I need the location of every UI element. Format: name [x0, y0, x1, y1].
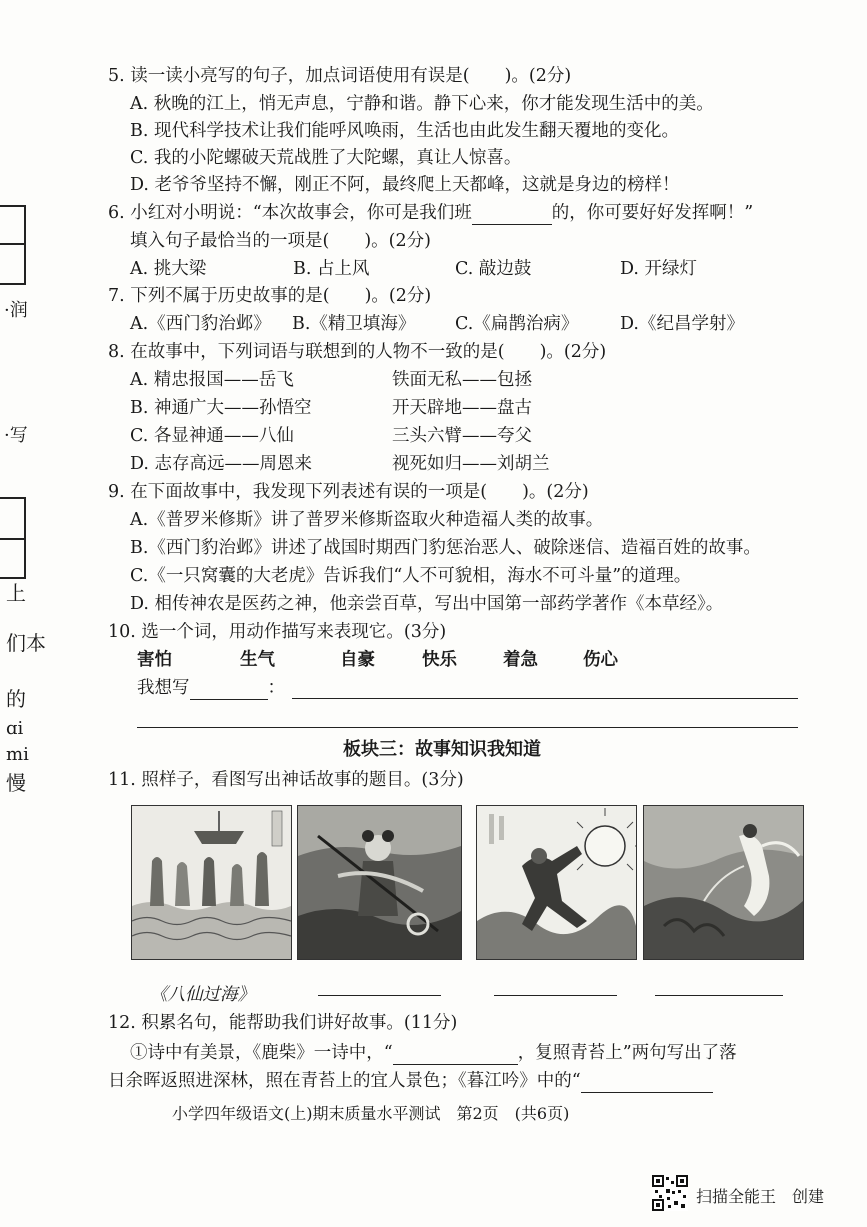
q9-option-c: C.《一只窝囊的大老虎》告诉我们“人不可貌相，海水不可斗量”的道理。	[130, 566, 692, 586]
q11-answer-blank[interactable]	[655, 995, 783, 996]
q12-line1-part1: ①诗中有美景，《鹿柴》一诗中，“	[130, 1043, 393, 1063]
margin-label: ·写	[4, 425, 28, 446]
q11-answer-blank[interactable]	[318, 995, 441, 996]
q12-line1-part2: ，复照青苔上”两句写出了落	[517, 1043, 737, 1063]
q9-option-a: A.《普罗米修斯》讲了普罗米修斯盗取火种造福人类的故事。	[130, 510, 604, 530]
q11-example-title: 《八仙过海》	[150, 985, 255, 1005]
q5-option-b: B. 现代科学技术让我们能呼风唤雨，生活也由此发生翻天覆地的变化。	[130, 121, 679, 141]
q6-answer-blank[interactable]	[472, 204, 552, 225]
q9-option-b: B.《西门豹治邺》讲述了战国时期西门豹惩治恶人、破除迷信、造福百姓的故事。	[130, 538, 761, 558]
section-title: 板块三：故事知识我知道	[343, 739, 541, 760]
q10-word: 伤心	[583, 650, 618, 670]
margin-label: 的	[6, 687, 26, 711]
margin-tick	[0, 497, 26, 499]
scanner-watermark: 扫描全能王 创建	[696, 1187, 825, 1206]
q11-answer-blank[interactable]	[494, 995, 617, 996]
change-image	[643, 805, 804, 960]
margin-line	[24, 497, 26, 577]
q10-word: 着急	[503, 650, 538, 670]
q7-option-b: B.《精卫填海》	[292, 314, 416, 334]
margin-tick	[0, 205, 26, 207]
q7-option-d: D.《纪昌学射》	[620, 314, 744, 334]
margin-tick	[0, 577, 26, 579]
q5-option-c: C. 我的小陀螺破天荒战胜了大陀螺，真让人惊喜。	[130, 148, 522, 168]
q6-option-d: D. 开绿灯	[620, 259, 698, 279]
q8-stem: 8. 在故事中，下列词语与联想到的人物不一致的是( )。(2分)	[108, 342, 607, 362]
eight-immortals-image	[131, 805, 292, 960]
q10-word: 害怕	[137, 650, 172, 670]
margin-label: mi	[6, 744, 29, 765]
q10-word: 生气	[240, 650, 275, 670]
q12-poem-blank[interactable]	[581, 1072, 713, 1093]
q7-option-a: A.《西门豹治邺》	[130, 314, 271, 334]
kuafu-image	[476, 805, 637, 960]
nezha-image	[297, 805, 462, 960]
q10-stem: 10. 选一个词，用动作描写来表现它。(3分)	[108, 622, 447, 642]
q7-option-c: C.《扁鹊治病》	[455, 314, 579, 334]
q12-poem-blank[interactable]	[393, 1044, 518, 1065]
q12-line2-text: 日余晖返照进深林，照在青苔上的宜人景色；《暮江吟》中的“	[108, 1071, 581, 1091]
q6-option-c: C. 敲边鼓	[455, 259, 532, 279]
q8-row-d-left: D. 志存高远——周恩来	[130, 454, 313, 474]
margin-label: 们本	[6, 631, 46, 655]
q8-row-a-left: A. 精忠报国——岳飞	[130, 370, 294, 390]
q6-stem	[108, 201, 753, 225]
q10-answer-line[interactable]	[292, 698, 798, 699]
q6-instruction: 填入句子最恰当的一项是( )。(2分)	[130, 231, 431, 251]
q5-option-a: A. 秋晚的江上，悄无声息，宁静和谐。静下心来，你才能发现生活中的美。	[130, 94, 714, 114]
q6-stem-part1: 6. 小红对小明说：“本次故事会，你可是我们班	[108, 203, 472, 223]
q10-word-blank[interactable]	[190, 679, 268, 700]
margin-label: ·润	[4, 300, 28, 321]
margin-tick	[0, 243, 26, 245]
margin-label: 上	[6, 581, 26, 605]
q8-row-b-left: B. 神通广大——孙悟空	[130, 398, 312, 418]
q12-line1	[130, 1041, 737, 1065]
margin-label: 慢	[6, 771, 26, 795]
q10-prompt-label: 我想写	[137, 678, 190, 698]
q6-option-a: A. 挑大梁	[130, 259, 207, 279]
q10-colon: ：	[267, 678, 285, 698]
q6-stem-part2: 的，你可要好好发挥啊！”	[551, 203, 754, 223]
q5-stem: 5. 读一读小亮写的句子，加点词语使用有误是( )。(2分)	[108, 66, 572, 86]
q9-stem: 9. 在下面故事中，我发现下列表述有误的一项是( )。(2分)	[108, 482, 589, 502]
q12-line2	[108, 1069, 713, 1093]
page-footer: 小学四年级语文(上)期末质量水平测试 第2页 (共6页)	[172, 1104, 570, 1123]
q10-word: 自豪	[340, 650, 375, 670]
q8-row-c-left: C. 各显神通——八仙	[130, 426, 294, 446]
margin-label: ɑi	[6, 718, 24, 739]
q9-option-d: D. 相传神农是医药之神，他亲尝百草，写出中国第一部药学著作《本草经》。	[130, 594, 724, 614]
q10-answer-line[interactable]	[137, 727, 798, 728]
qr-code-icon	[652, 1175, 688, 1211]
q8-row-d-right: 视死如归——刘胡兰	[392, 454, 550, 474]
q6-option-b: B. 占上风	[293, 259, 370, 279]
q8-row-b-right: 开天辟地——盘古	[392, 398, 532, 418]
q7-stem: 7. 下列不属于历史故事的是( )。(2分)	[108, 286, 432, 306]
q8-row-a-right: 铁面无私——包拯	[392, 370, 532, 390]
margin-tick	[0, 283, 26, 285]
q11-stem: 11. 照样子，看图写出神话故事的题目。(3分)	[108, 770, 464, 790]
q8-row-c-right: 三头六臂——夸父	[392, 426, 532, 446]
q12-stem: 12. 积累名句，能帮助我们讲好故事。(11分)	[108, 1013, 458, 1033]
q10-word: 快乐	[422, 650, 457, 670]
margin-tick	[0, 538, 26, 540]
q10-prompt	[137, 676, 285, 700]
q5-option-d: D. 老爷爷坚持不懈，刚正不阿，最终爬上天都峰，这就是身边的榜样！	[130, 175, 680, 195]
